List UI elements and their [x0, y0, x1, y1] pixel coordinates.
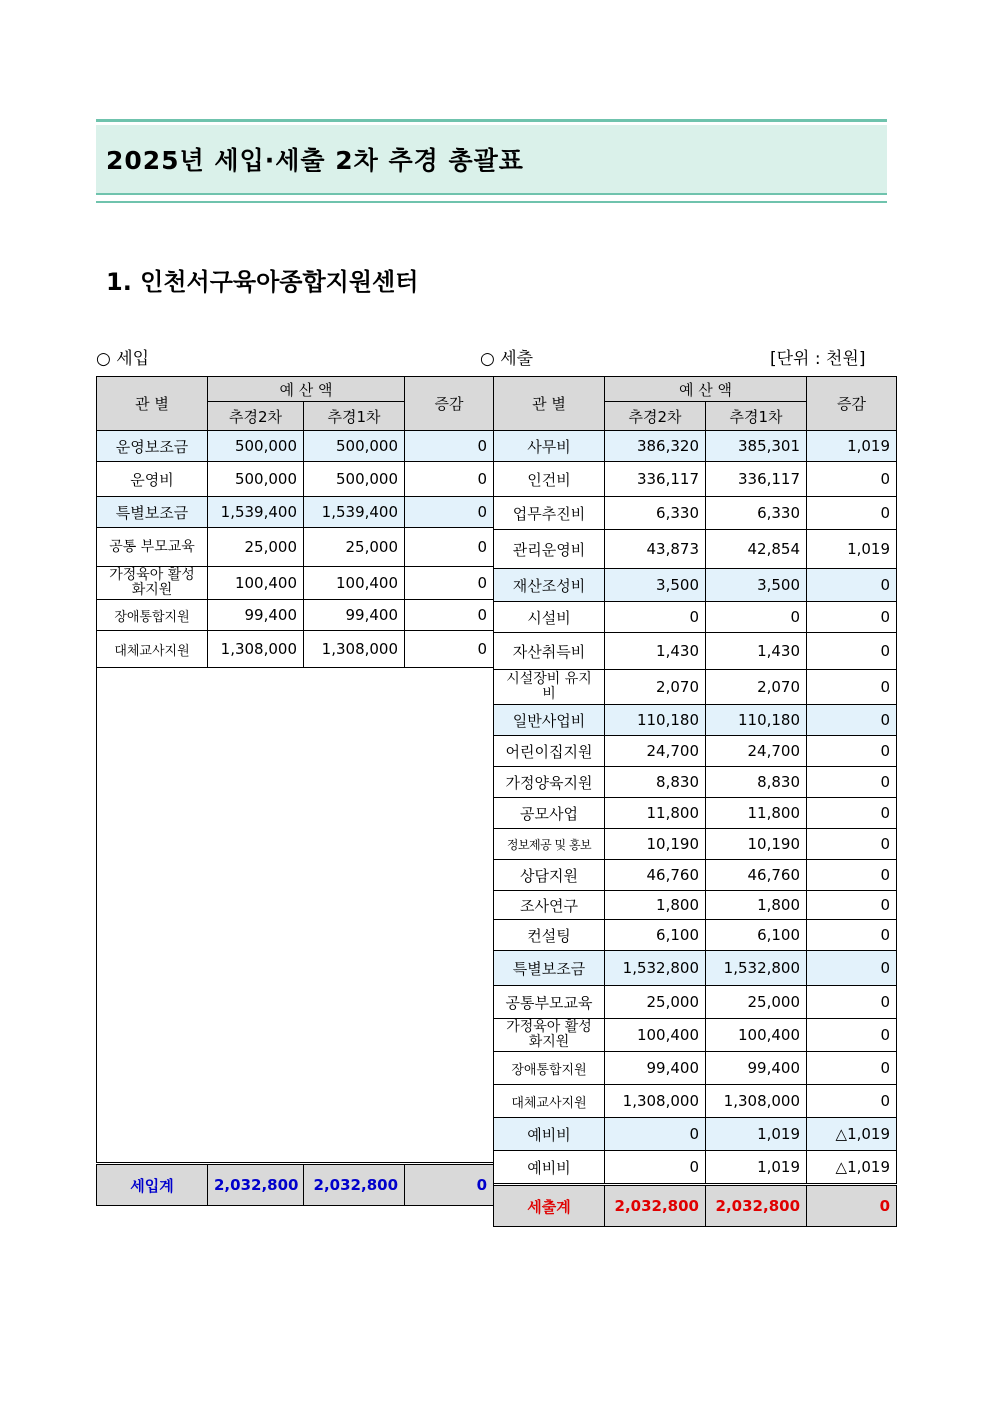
expense-item-rev1: 6,330: [706, 497, 807, 530]
expense-item-rev1: 1,800: [706, 891, 807, 920]
expense-row: [494, 1085, 897, 1118]
expense-item-rev2: 43,873: [605, 530, 706, 569]
income-header-rev1: 추경1차: [304, 402, 405, 431]
expense-item-diff: 1,019: [807, 431, 897, 462]
expense-row: [494, 736, 897, 767]
expense-item-name: 정보제공 및 홍보: [494, 829, 605, 860]
expense-row: [494, 670, 897, 705]
expense-item-diff: 0: [807, 1052, 897, 1085]
income-label: ○ 세입: [96, 349, 150, 369]
income-item-name: 대체교사지원: [97, 631, 208, 668]
expense-item-name: 조사연구: [494, 891, 605, 920]
expense-total-diff: 0: [807, 1185, 897, 1227]
expense-item-rev1: 24,700: [706, 736, 807, 767]
income-item-name: 가정육아 활성화지원: [97, 567, 208, 600]
expense-item-name: 장애통합지원: [494, 1052, 605, 1085]
expense-row: [494, 602, 897, 633]
expense-item-name: 공모사업: [494, 798, 605, 829]
expense-item-name: 관리운영비: [494, 530, 605, 569]
income-item-rev2: 25,000: [208, 528, 304, 567]
expense-header-budget: 예 산 액: [605, 377, 807, 402]
income-item-rev2: 1,539,400: [208, 497, 304, 528]
income-item-rev1: 99,400: [304, 600, 405, 631]
expense-item-rev2: 110,180: [605, 705, 706, 736]
expense-item-rev1: 10,190: [706, 829, 807, 860]
income-item-diff: 0: [405, 567, 494, 600]
expense-row: [494, 986, 897, 1019]
expense-item-rev1: 336,117: [706, 462, 807, 497]
income-item-name: 운영비: [97, 462, 208, 497]
expense-row: [494, 569, 897, 602]
expense-row: [494, 920, 897, 951]
expense-total-rev2: 2,032,800: [605, 1185, 706, 1227]
expense-row: [494, 633, 897, 670]
income-item-name: 장애통합지원: [97, 600, 208, 631]
expense-item-diff: 0: [807, 569, 897, 602]
expense-row: [494, 1019, 897, 1052]
expense-item-name: 업무추진비: [494, 497, 605, 530]
expense-item-diff: 0: [807, 860, 897, 891]
expense-item-diff: △1,019: [807, 1151, 897, 1185]
expense-item-name: 시설장비 유지비: [494, 670, 605, 705]
expense-item-rev2: 1,532,800: [605, 951, 706, 986]
expense-row: [494, 530, 897, 569]
income-item-rev2: 1,308,000: [208, 631, 304, 668]
title-top-rule: [96, 119, 887, 122]
income-row: [97, 462, 494, 497]
section-title: 1. 인천서구육아종합지원센터: [106, 268, 419, 296]
expense-item-rev2: 0: [605, 1151, 706, 1185]
expense-item-rev1: 110,180: [706, 705, 807, 736]
income-total-diff: 0: [405, 1164, 494, 1206]
expense-item-rev2: 10,190: [605, 829, 706, 860]
income-header-diff: 증감: [405, 377, 494, 431]
income-total-label: 세입계: [97, 1164, 208, 1206]
expense-row: [494, 462, 897, 497]
expense-item-name: 자산취득비: [494, 633, 605, 670]
expense-item-name: 시설비: [494, 602, 605, 633]
expense-item-name: 가정양육지원: [494, 767, 605, 798]
expense-item-name: 일반사업비: [494, 705, 605, 736]
expense-item-diff: 0: [807, 736, 897, 767]
expense-header-category: 관 별: [494, 377, 605, 431]
expense-item-rev1: 2,070: [706, 670, 807, 705]
expense-item-name: 사무비: [494, 431, 605, 462]
expense-item-diff: 0: [807, 1019, 897, 1052]
expense-item-rev1: 385,301: [706, 431, 807, 462]
expense-item-diff: 0: [807, 602, 897, 633]
expense-item-rev2: 100,400: [605, 1019, 706, 1052]
income-header-budget: 예 산 액: [208, 377, 405, 402]
income-table: [96, 376, 494, 1206]
expense-item-diff: 0: [807, 497, 897, 530]
expense-item-rev2: 11,800: [605, 798, 706, 829]
expense-item-rev1: 1,430: [706, 633, 807, 670]
expense-item-rev2: 1,800: [605, 891, 706, 920]
expense-total-label: 세출계: [494, 1185, 605, 1227]
expense-item-name: 예비비: [494, 1118, 605, 1151]
expense-item-diff: 0: [807, 951, 897, 986]
expense-item-name: 대체교사지원: [494, 1085, 605, 1118]
expense-row: [494, 798, 897, 829]
expense-item-diff: △1,019: [807, 1118, 897, 1151]
expense-item-rev2: 0: [605, 602, 706, 633]
expense-item-diff: 0: [807, 670, 897, 705]
income-item-rev2: 100,400: [208, 567, 304, 600]
expense-item-name: 재산조성비: [494, 569, 605, 602]
expense-item-rev1: 99,400: [706, 1052, 807, 1085]
expense-row: [494, 860, 897, 891]
expense-label: ○ 세출: [480, 349, 534, 369]
expense-header-rev2: 추경2차: [605, 402, 706, 431]
income-item-rev2: 500,000: [208, 431, 304, 462]
expense-item-diff: 0: [807, 986, 897, 1019]
expense-row: [494, 767, 897, 798]
expense-item-diff: 1,019: [807, 530, 897, 569]
expense-item-rev2: 24,700: [605, 736, 706, 767]
document-title-box: [96, 119, 887, 203]
expense-item-diff: 0: [807, 462, 897, 497]
income-item-diff: 0: [405, 528, 494, 567]
expense-item-name: 어린이집지원: [494, 736, 605, 767]
expense-item-name: 컨설팅: [494, 920, 605, 951]
expense-item-rev1: 1,532,800: [706, 951, 807, 986]
income-item-name: 특별보조금: [97, 497, 208, 528]
expense-item-rev1: 1,308,000: [706, 1085, 807, 1118]
expense-item-rev2: 336,117: [605, 462, 706, 497]
expense-item-rev1: 1,019: [706, 1118, 807, 1151]
expense-item-rev2: 0: [605, 1118, 706, 1151]
income-item-rev1: 1,539,400: [304, 497, 405, 528]
expense-item-name: 특별보조금: [494, 951, 605, 986]
expense-item-diff: 0: [807, 633, 897, 670]
expense-item-diff: 0: [807, 767, 897, 798]
expense-item-rev1: 6,100: [706, 920, 807, 951]
expense-item-rev2: 1,430: [605, 633, 706, 670]
income-row: [97, 497, 494, 528]
income-item-name: 공통 부모교육: [97, 528, 208, 567]
expense-item-rev1: 1,019: [706, 1151, 807, 1185]
expense-item-diff: 0: [807, 891, 897, 920]
income-item-name: 운영보조금: [97, 431, 208, 462]
expense-item-rev2: 46,760: [605, 860, 706, 891]
income-item-rev1: 500,000: [304, 462, 405, 497]
income-item-rev2: 500,000: [208, 462, 304, 497]
expense-header-diff: 증감: [807, 377, 897, 431]
expense-header-rev1: 추경1차: [706, 402, 807, 431]
expense-row: [494, 705, 897, 736]
expense-item-rev2: 2,070: [605, 670, 706, 705]
income-item-rev2: 99,400: [208, 600, 304, 631]
income-empty-area: [97, 668, 494, 1164]
income-row: [97, 600, 494, 631]
expense-item-rev2: 6,100: [605, 920, 706, 951]
expense-item-diff: 0: [807, 920, 897, 951]
unit-label: [단위 : 천원]: [770, 349, 866, 369]
expense-item-rev1: 8,830: [706, 767, 807, 798]
expense-row: [494, 891, 897, 920]
income-row: [97, 528, 494, 567]
expense-item-rev1: 11,800: [706, 798, 807, 829]
expense-item-rev1: 46,760: [706, 860, 807, 891]
expense-row: [494, 497, 897, 530]
expense-item-rev2: 99,400: [605, 1052, 706, 1085]
expense-item-rev2: 8,830: [605, 767, 706, 798]
income-total-rev2: 2,032,800: [208, 1164, 304, 1206]
expense-total-rev1: 2,032,800: [706, 1185, 807, 1227]
expense-item-rev1: 100,400: [706, 1019, 807, 1052]
title-bottom-rule: [96, 201, 887, 203]
expense-item-rev2: 386,320: [605, 431, 706, 462]
expense-item-rev1: 42,854: [706, 530, 807, 569]
expense-item-rev1: 3,500: [706, 569, 807, 602]
income-header-category: 관 별: [97, 377, 208, 431]
expense-item-diff: 0: [807, 705, 897, 736]
income-item-rev1: 100,400: [304, 567, 405, 600]
expense-table: [493, 376, 897, 1227]
income-row: [97, 631, 494, 668]
expense-item-name: 상담지원: [494, 860, 605, 891]
expense-item-diff: 0: [807, 1085, 897, 1118]
expense-item-rev2: 1,308,000: [605, 1085, 706, 1118]
expense-row: [494, 1052, 897, 1085]
document-title: 2025년 세입·세출 2차 추경 총괄표: [106, 146, 524, 175]
expense-row: [494, 951, 897, 986]
expense-item-rev1: 25,000: [706, 986, 807, 1019]
expense-item-name: 가정육아 활성화지원: [494, 1019, 605, 1052]
income-item-diff: 0: [405, 497, 494, 528]
income-row: [97, 567, 494, 600]
expense-row: [494, 1118, 897, 1151]
expense-item-diff: 0: [807, 829, 897, 860]
income-item-rev1: 1,308,000: [304, 631, 405, 668]
income-item-diff: 0: [405, 431, 494, 462]
expense-row: [494, 1151, 897, 1185]
income-item-rev1: 25,000: [304, 528, 405, 567]
expense-item-name: 예비비: [494, 1151, 605, 1185]
expense-row: [494, 431, 897, 462]
income-row: [97, 431, 494, 462]
expense-item-diff: 0: [807, 798, 897, 829]
expense-item-rev2: 6,330: [605, 497, 706, 530]
income-item-diff: 0: [405, 600, 494, 631]
expense-item-name: 공통부모교육: [494, 986, 605, 1019]
expense-item-rev2: 25,000: [605, 986, 706, 1019]
expense-item-rev2: 3,500: [605, 569, 706, 602]
income-item-diff: 0: [405, 631, 494, 668]
income-total-rev1: 2,032,800: [304, 1164, 405, 1206]
expense-item-rev1: 0: [706, 602, 807, 633]
income-header-rev2: 추경2차: [208, 402, 304, 431]
income-item-rev1: 500,000: [304, 431, 405, 462]
expense-row: [494, 829, 897, 860]
income-item-diff: 0: [405, 462, 494, 497]
expense-item-name: 인건비: [494, 462, 605, 497]
